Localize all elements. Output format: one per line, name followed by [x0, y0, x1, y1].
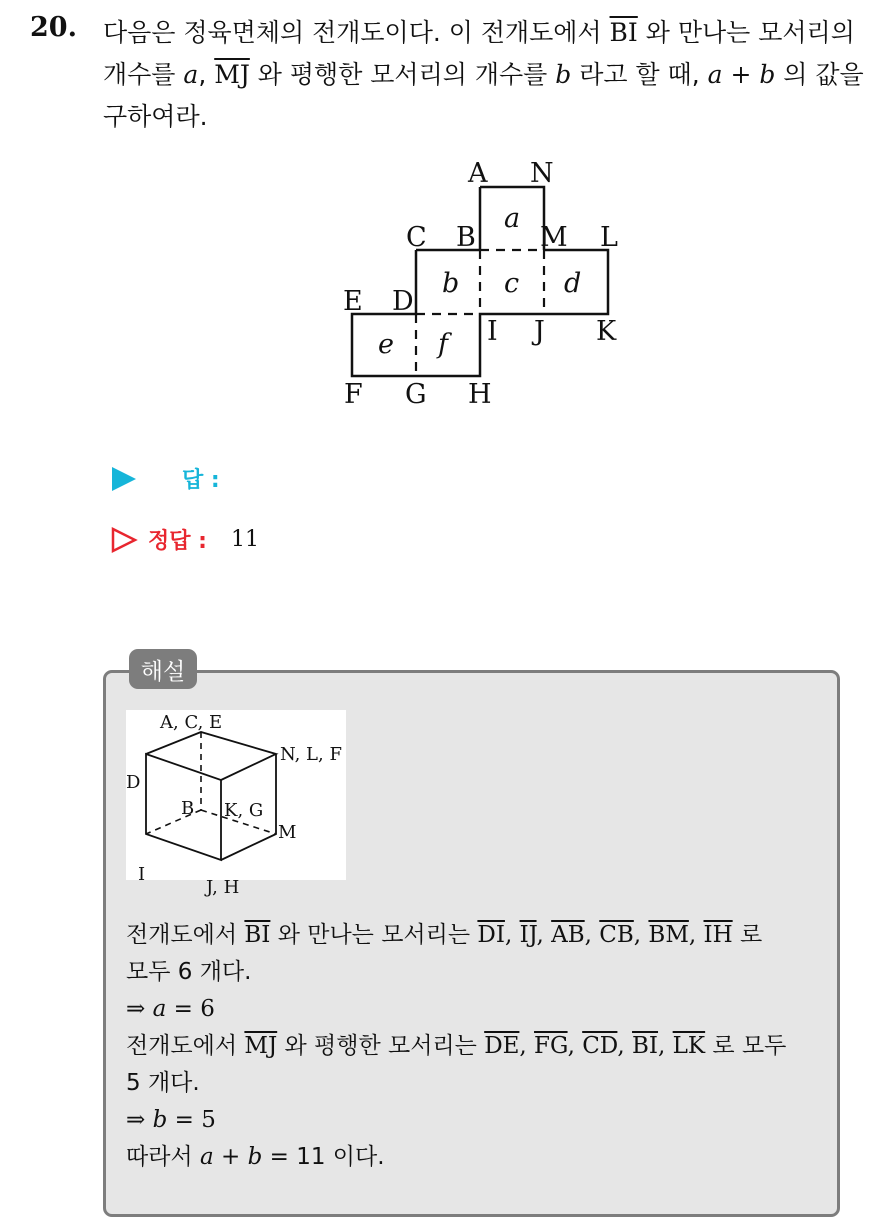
- correct-answer-row: [110, 524, 259, 555]
- play-outline-icon: [110, 526, 138, 554]
- solution-text: [126, 917, 836, 1176]
- vertex-label: L: [600, 222, 618, 253]
- vertex-label: A: [468, 158, 488, 189]
- vertex-label: E: [343, 286, 363, 317]
- solution-line-1: 전개도에서 $\overline{BI}$ 와 만나는 모서리는 $\overline{DI}$, $\overline{IJ}$, $\overline{AB}$, $\overline{CB}$, $\overline{BM}$, $\overline{IH}$ 로: [126, 922, 763, 948]
- cube-diagram: [126, 710, 346, 898]
- correct-answer-value: 11: [230, 527, 259, 552]
- answer-label: 답 :: [182, 468, 220, 493]
- solution-line-2: 모두 6 개다.: [126, 959, 252, 985]
- cube-label: K, G: [224, 800, 264, 821]
- cube-label: J, H: [206, 877, 240, 898]
- vertex-label: D: [392, 286, 414, 317]
- vertex-label: F: [344, 379, 363, 410]
- question-number: 20.: [30, 12, 77, 43]
- question-line-2: 개수를 a, $\overline{MJ}$ 와 평행한 모서리의 개수를 b 라고 할 때, a + b 의 값을: [103, 60, 864, 89]
- vertex-label: I: [487, 316, 498, 347]
- cube-label: M: [278, 822, 297, 843]
- vertex-label: C: [406, 222, 427, 253]
- cube-label: A, C, E: [160, 712, 223, 733]
- cube-net-diagram: [330, 150, 630, 410]
- play-filled-icon: [110, 465, 138, 493]
- solution-line-3: ⇒ a = 6: [126, 996, 215, 1022]
- cube-label: B: [181, 798, 195, 819]
- solution-tab: 해설: [129, 649, 197, 689]
- answer-row: [110, 463, 444, 494]
- vertex-label: H: [468, 379, 492, 410]
- cube-label: N, L, F: [280, 744, 342, 765]
- correct-answer-label: 정답 :: [148, 529, 207, 554]
- segment-bi: $\overline{BI}$: [609, 18, 638, 47]
- segment-mj: $\overline{MJ}$: [214, 60, 250, 89]
- question-text: [103, 12, 873, 138]
- vertex-label: J: [534, 316, 545, 347]
- solution-line-7: 따라서 a + b = 11 이다.: [126, 1144, 385, 1170]
- solution-line-6: ⇒ b = 5: [126, 1107, 216, 1133]
- face-label: a: [504, 203, 521, 234]
- vertex-label: G: [405, 379, 427, 410]
- face-label: f: [438, 329, 448, 360]
- solution-line-4: 전개도에서 $\overline{MJ}$ 와 평행한 모서리는 $\overline{DE}$, $\overline{FG}$, $\overline{CD}$, $\overline{BI}$, $\overline{LK}$ 로 모두: [126, 1033, 787, 1059]
- cube-label: I: [138, 864, 146, 885]
- face-label: e: [378, 329, 394, 360]
- face-label: b: [442, 268, 460, 299]
- vertex-label: M: [540, 222, 568, 253]
- question-line-3: 구하여라.: [103, 102, 208, 131]
- face-label: c: [504, 268, 520, 299]
- vertex-label: N: [530, 158, 554, 189]
- face-label: d: [564, 268, 582, 299]
- vertex-label: K: [596, 316, 617, 347]
- solution-line-5: 5 개다.: [126, 1070, 200, 1096]
- cube-label: D: [126, 772, 141, 793]
- question-line-1: 다음은 정육면체의 전개도이다. 이 전개도에서 $\overline{BI}$ 와 만나는 모서리의: [103, 18, 855, 47]
- vertex-label: B: [456, 222, 476, 253]
